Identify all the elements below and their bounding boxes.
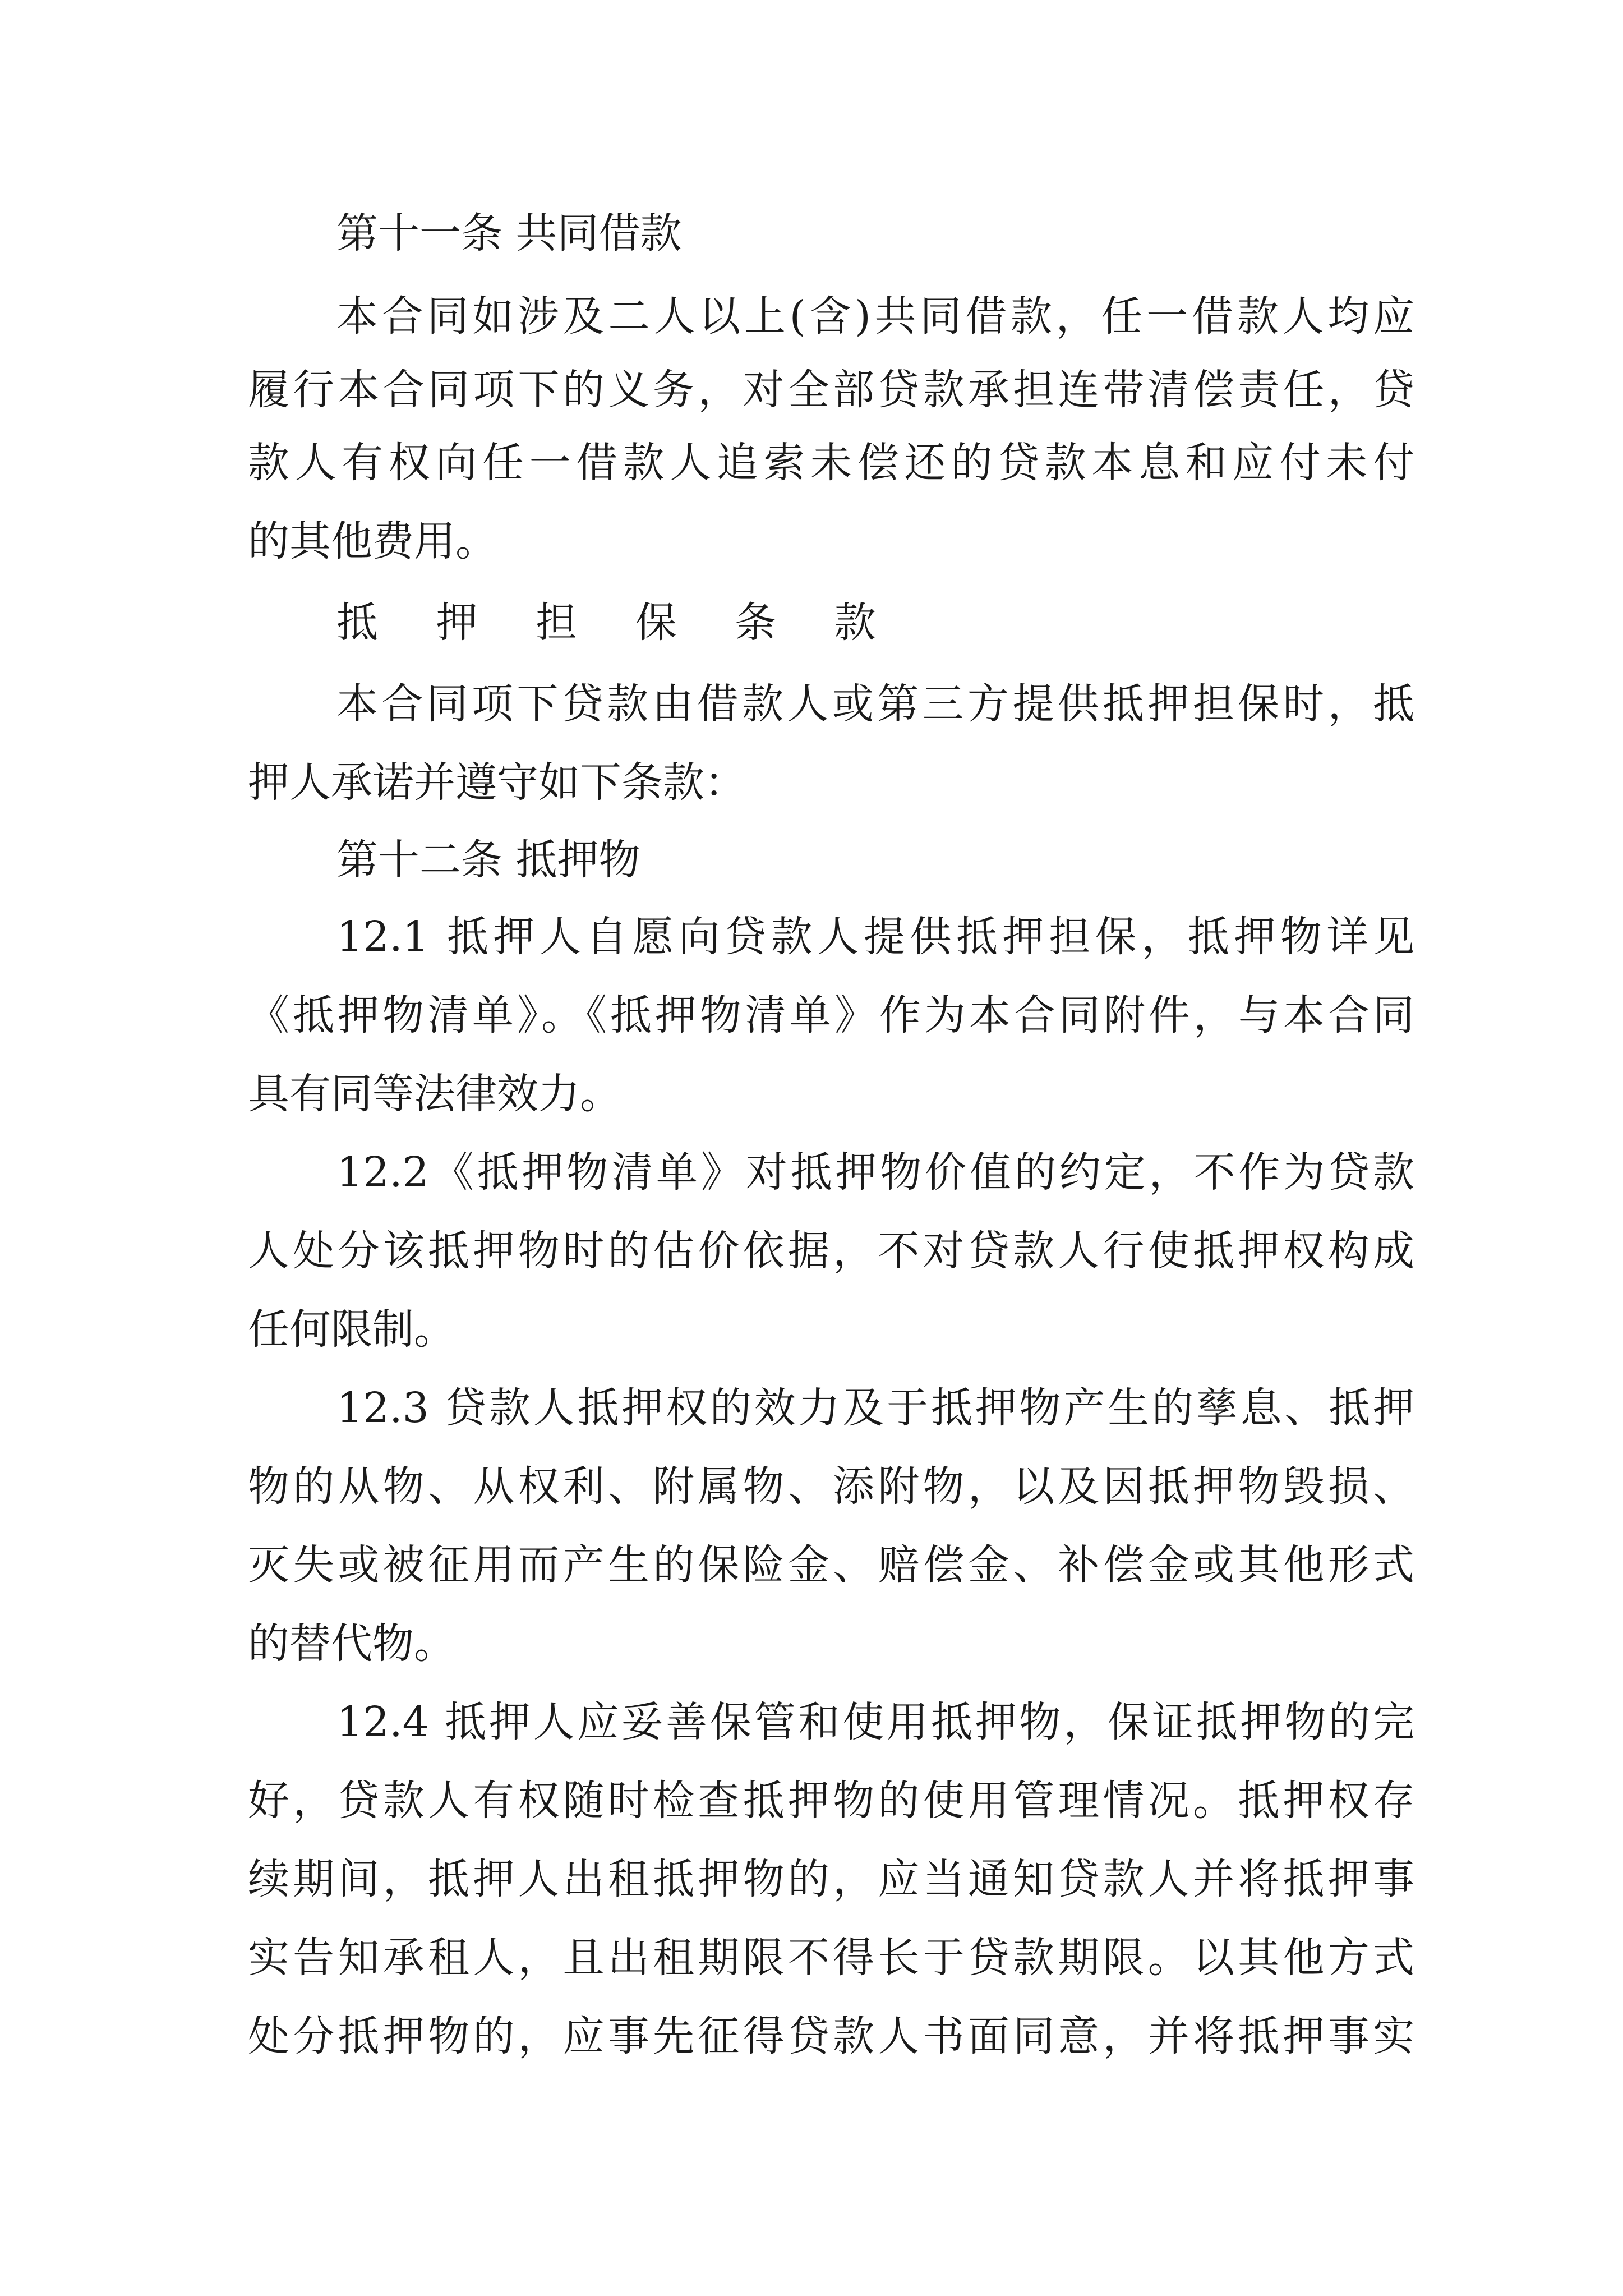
- clause-12-4-line-4: 实告知承租人，且出租期限不得长于贷款期限。以其他方式: [248, 1934, 1414, 1982]
- article-12-heading: 第十二条 抵押物: [336, 836, 640, 884]
- mortgage-section-heading: 抵 押 担 保 条 款: [336, 599, 898, 647]
- clause-12-4-line-3: 续期间，抵押人出租抵押物的，应当通知贷款人并将抵押事: [248, 1855, 1414, 1903]
- clause-12-1-line-1: 12.1 抵押人自愿向贷款人提供抵押担保，抵押物详见: [336, 913, 1414, 961]
- article-11-text-line-4: 的其他费用。: [248, 517, 497, 565]
- clause-12-4-line-5: 处分抵押物的，应事先征得贷款人书面同意，并将抵押事实: [248, 2012, 1414, 2060]
- clause-12-4-line-2: 好，贷款人有权随时检查抵押物的使用管理情况。抵押权存: [248, 1777, 1414, 1825]
- article-11-heading: 第十一条 共同借款: [336, 209, 682, 257]
- clause-12-3-line-3: 灭失或被征用而产生的保险金、赔偿金、补偿金或其他形式: [248, 1541, 1414, 1589]
- article-11-text-line-1: 本合同如涉及二人以上(含)共同借款，任一借款人均应: [336, 292, 1414, 341]
- mortgage-intro-line-1: 本合同项下贷款由借款人或第三方提供抵押担保时，抵: [336, 680, 1414, 728]
- clause-12-1-line-3: 具有同等法律效力。: [248, 1070, 621, 1118]
- mortgage-intro-line-2: 押人承诺并遵守如下条款：: [248, 758, 746, 807]
- article-11-text-line-3: 款人有权向任一借款人追索未偿还的贷款本息和应付未付: [248, 439, 1414, 487]
- article-11-text-line-2: 履行本合同项下的义务，对全部贷款承担连带清偿责任，贷: [248, 366, 1414, 414]
- clause-12-4-line-1: 12.4 抵押人应妥善保管和使用抵押物，保证抵押物的完: [336, 1698, 1414, 1746]
- clause-12-2-line-2: 人处分该抵押物时的估价依据，不对贷款人行使抵押权构成: [248, 1227, 1414, 1275]
- clause-12-3-line-2: 物的从物、从权利、附属物、添附物，以及因抵押物毁损、: [248, 1462, 1414, 1511]
- clause-12-2-line-1: 12.2《抵押物清单》对抵押物价值的约定，不作为贷款: [336, 1148, 1414, 1197]
- clause-12-2-line-3: 任何限制。: [248, 1305, 455, 1354]
- clause-12-1-line-2: 《抵押物清单》。《抵押物清单》作为本合同附件，与本合同: [248, 991, 1414, 1039]
- clause-12-3-line-1: 12.3 贷款人抵押权的效力及于抵押物产生的孳息、抵押: [336, 1384, 1414, 1432]
- clause-12-3-line-4: 的替代物。: [248, 1619, 455, 1668]
